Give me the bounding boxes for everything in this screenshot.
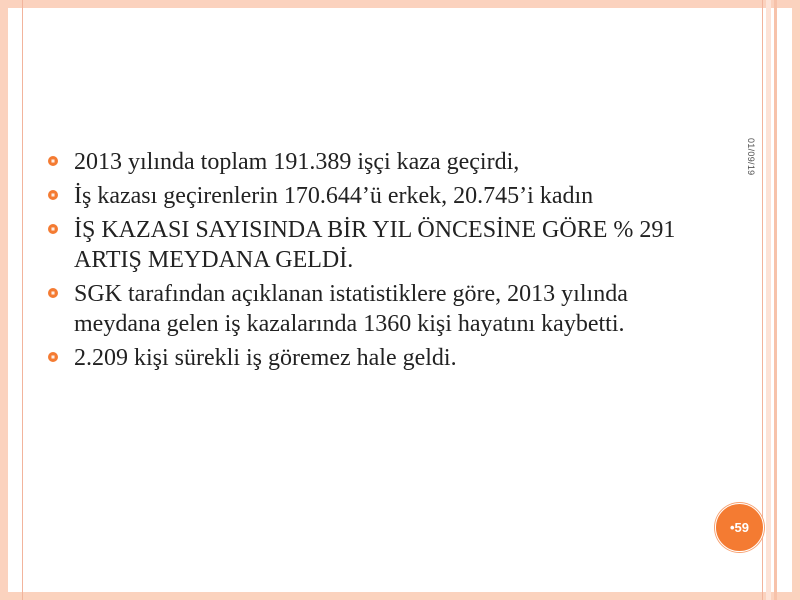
bullet-text: SGK tarafından açıklanan istatistiklere göre, 2013 yılında meydana gelen iş kazalarında 1360 kişi hayatını kaybetti. xyxy=(74,281,628,337)
bullet-item xyxy=(47,181,707,211)
bullet-text: İŞ KAZASI SAYISINDA BİR YIL ÖNCESİNE GÖRE % 291 ARTIŞ MEYDANA GELDİ. xyxy=(74,217,676,273)
bullet-icon xyxy=(48,190,58,200)
bullet-text: İş kazası geçirenlerin 170.644’ü erkek, 20.745’i kadın xyxy=(74,183,594,209)
bullet-text: 2.209 kişi sürekli iş göremez hale geldi. xyxy=(74,345,457,371)
bullet-icon xyxy=(48,156,58,166)
bullet-icon xyxy=(48,224,58,234)
bullet-icon xyxy=(48,288,58,298)
bullet-text: 2013 yılında toplam 191.389 işçi kaza geçirdi, xyxy=(74,149,520,175)
bullet-icon xyxy=(48,352,58,362)
bullet-item xyxy=(47,343,707,373)
slide-content xyxy=(47,147,707,377)
bullet-item xyxy=(47,147,707,177)
page-number-badge: •59 xyxy=(715,503,764,552)
decorative-band xyxy=(774,0,777,600)
bullet-item xyxy=(47,215,707,275)
decorative-band xyxy=(766,0,771,600)
bullet-item xyxy=(47,279,707,339)
bullet-list xyxy=(47,147,707,373)
slide-date: 01/09/19 xyxy=(746,138,756,176)
